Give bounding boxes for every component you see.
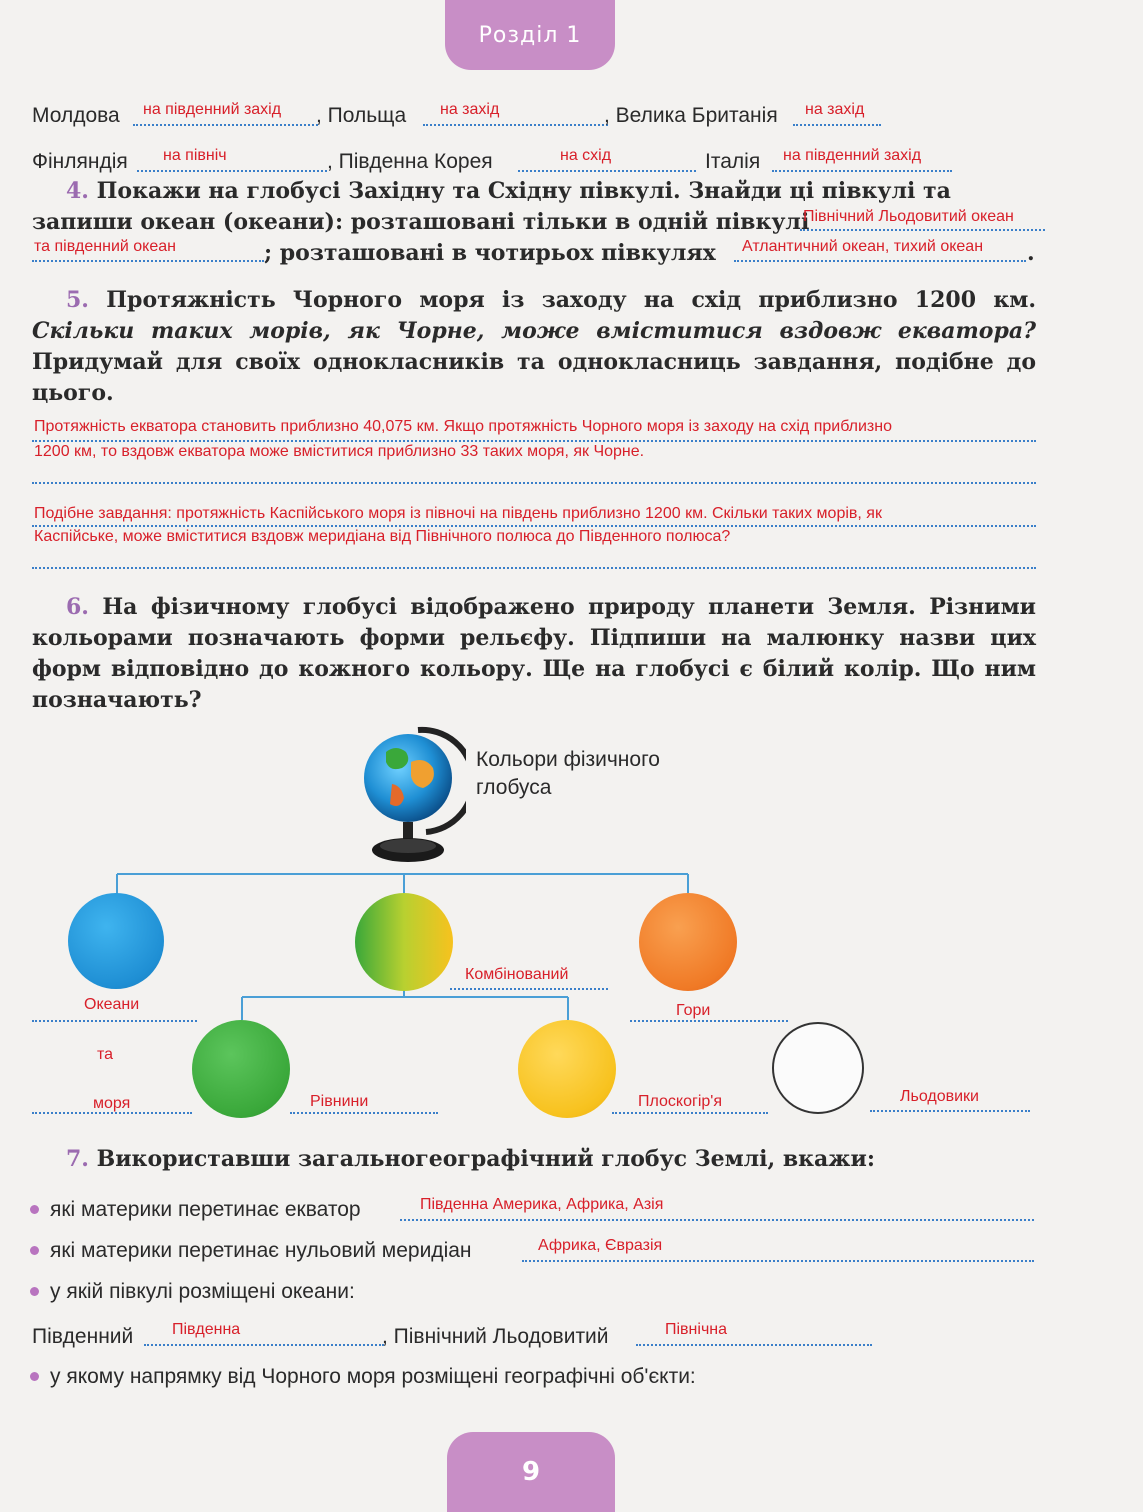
country-finland: Фінляндія bbox=[32, 150, 128, 173]
answer-line[interactable] bbox=[450, 988, 608, 990]
task5-number: 5. bbox=[66, 287, 89, 313]
bullet-icon bbox=[30, 1246, 39, 1255]
ocean-arctic: , Північний Льодовитий bbox=[382, 1325, 609, 1348]
answer-uk: на захід bbox=[805, 101, 865, 118]
task6-number: 6. bbox=[66, 594, 89, 620]
country-moldova: Молдова bbox=[32, 104, 120, 127]
page-number: 9 bbox=[521, 1457, 541, 1487]
label-glaciers: Льодовики bbox=[900, 1088, 979, 1105]
diagram-title-2: глобуса bbox=[476, 776, 552, 799]
answer-poland: на захід bbox=[440, 101, 500, 118]
task7-number: 7. bbox=[66, 1146, 89, 1172]
task5-answer-2: 1200 км, то вздовж екватора може вміститися приблизно 33 таких моря, як Чорне. bbox=[34, 443, 645, 460]
circle-white bbox=[772, 1022, 864, 1114]
answer-finland: на північ bbox=[163, 147, 227, 164]
page-number-tab bbox=[447, 1432, 615, 1512]
answer-moldova: на південний захід bbox=[143, 101, 282, 118]
country-uk: , Велика Британія bbox=[604, 104, 778, 127]
task6-text: 6. На фізичному глобусі відображено природу планети Земля. Різними кольорами позначають форми рельєфу. Підпиши на малюнку назви цих форм відповідно до кожного кольору. Ще на глобусі є білий колір. Що ним позначають? bbox=[32, 594, 1036, 713]
circle-green bbox=[192, 1020, 290, 1118]
q-hemisphere: у якій півкулі розміщені океани: bbox=[50, 1280, 355, 1303]
answer-line[interactable] bbox=[612, 1112, 768, 1114]
answer-line[interactable] bbox=[144, 1344, 384, 1346]
task4-mid: ; розташовані в чотирьох півкулях bbox=[264, 240, 716, 266]
answer-line[interactable] bbox=[636, 1344, 872, 1346]
country-italy: Італія bbox=[705, 150, 761, 173]
answer-italy: на південний захід bbox=[783, 147, 922, 164]
answer-arctic: Північна bbox=[665, 1321, 728, 1338]
answer-equator: Південна Америка, Африка, Азія bbox=[420, 1196, 664, 1213]
answer-line[interactable] bbox=[32, 1020, 197, 1022]
task5-answer-3: Подібне завдання: протяжність Каспійського моря із півночі на південь приблизно 1200 км. Скільки таких морів, як bbox=[34, 505, 882, 522]
bullet-icon bbox=[30, 1287, 39, 1296]
bullet-icon bbox=[30, 1372, 39, 1381]
task4-text: Покажи на глобусі Західну та Східну півкулі. Знайди ці півкулі та bbox=[96, 178, 951, 204]
task5-answer-4: Каспійське, може вміститися вздовж меридіана від Північного полюса до Південного полюса? bbox=[34, 528, 731, 545]
answer-line[interactable] bbox=[522, 1260, 1034, 1262]
circle-combined bbox=[355, 893, 453, 991]
answer-line[interactable] bbox=[290, 1112, 438, 1114]
answer-line[interactable] bbox=[630, 1020, 788, 1022]
bullet-icon bbox=[30, 1205, 39, 1214]
label-and: та bbox=[97, 1046, 114, 1063]
task7-title: 7. Використавши загальногеографічний глобус Землі, вкажи: bbox=[66, 1146, 875, 1172]
label-plains: Рівнини bbox=[310, 1093, 369, 1110]
section-label: Розділ 1 bbox=[478, 22, 582, 48]
answer-line[interactable] bbox=[400, 1219, 1034, 1221]
country-poland: , Польща bbox=[316, 104, 407, 127]
circle-yellow bbox=[518, 1020, 616, 1118]
task5-text: 5. Протяжність Чорного моря із заходу на схід приблизно 1200 км. Скільки таких морів, як Чорне, може вміститися вздовж екватора? Придумай для своїх однокласників та однокласниць завдання, подібне до цього. bbox=[32, 287, 1036, 406]
answer-line[interactable] bbox=[870, 1110, 1030, 1112]
task5-answer-1: Протяжність екватора становить приблизно 40,075 км. Якщо протяжність Чорного моря із заходу на схід приблизно bbox=[34, 418, 892, 435]
q-direction: у якому напрямку від Чорного моря розміщені географічні об'єкти: bbox=[50, 1365, 696, 1388]
task4-end: . bbox=[1027, 240, 1035, 266]
answer-meridian: Африка, Євразія bbox=[538, 1237, 663, 1254]
circle-blue bbox=[68, 893, 164, 989]
task4-number: 4. bbox=[66, 178, 89, 204]
country-korea: , Південна Корея bbox=[327, 150, 493, 173]
ocean-southern: Південний bbox=[32, 1325, 134, 1348]
answer-four-hemispheres: Атлантичний океан, тихий океан bbox=[742, 238, 984, 255]
answer-korea: на схід bbox=[560, 147, 612, 164]
answer-line[interactable] bbox=[32, 1112, 192, 1114]
answer-one-hemisphere-a: Північний Льодовитий океан bbox=[803, 208, 1014, 225]
diagram-title-1: Кольори фізичного bbox=[476, 748, 660, 771]
task4-line2: запиши океан (океани): розташовані тільки в одній півкулі bbox=[32, 209, 810, 235]
label-oceans: Океани bbox=[84, 996, 140, 1013]
q-equator: які материки перетинає екватор bbox=[50, 1198, 361, 1221]
q-meridian: які материки перетинає нульовий меридіан bbox=[50, 1239, 472, 1262]
label-seas: моря bbox=[93, 1095, 131, 1112]
label-plateaus: Плоскогір'я bbox=[638, 1093, 722, 1110]
answer-southern: Південна bbox=[172, 1321, 241, 1338]
label-mountains: Гори bbox=[676, 1002, 711, 1019]
label-combined: Комбінований bbox=[465, 966, 569, 983]
answer-one-hemisphere-b: та південний океан bbox=[34, 238, 176, 255]
circle-orange bbox=[639, 893, 737, 991]
